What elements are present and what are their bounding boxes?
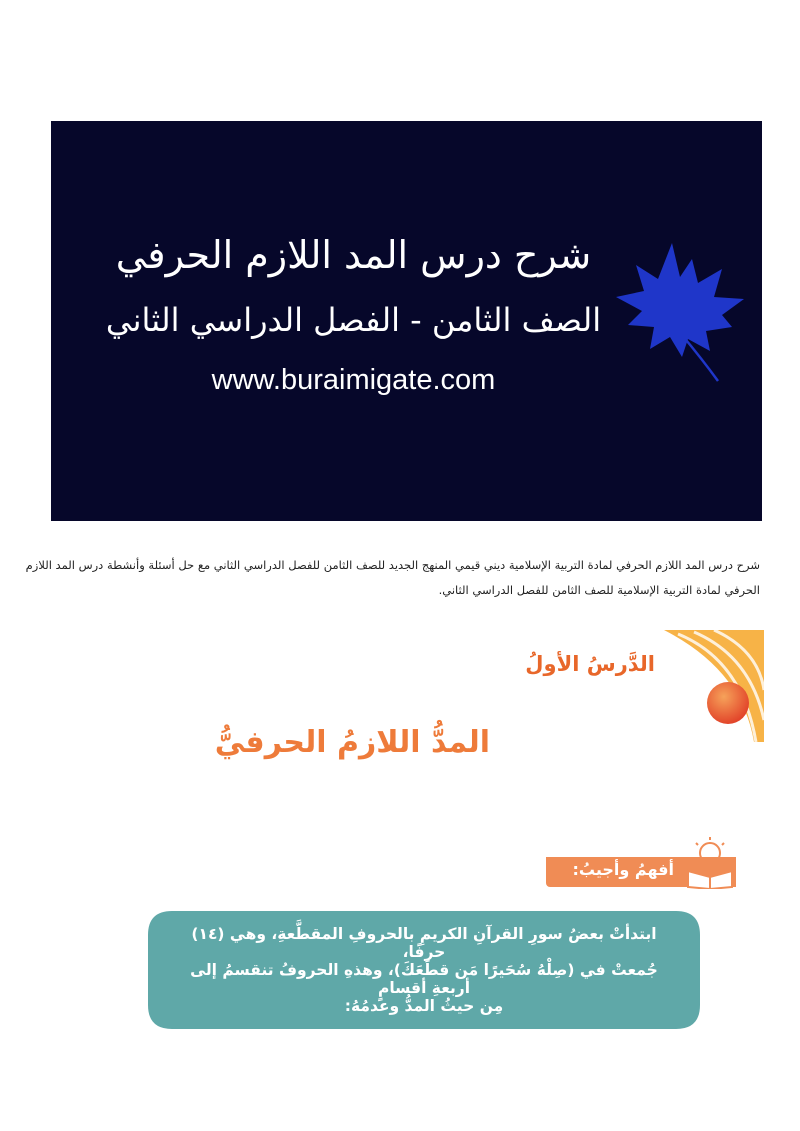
question-line: جُمعتْ في (صِلْهُ سُحَيرًا مَن قطَعَكَ)، وهذهِ الحروفُ تنقسمُ إلى أربعةِ أقسامٍ: [190, 961, 658, 997]
question-line: مِن حيثُ المدُّ وعدمُهُ:: [344, 997, 504, 1015]
question-line: ابتدأتْ بعضُ سورِ القرآنِ الكريمِ بالحروفِ المقطَّعةِ، وهي (١٤) حرفًا،: [191, 925, 657, 961]
activity-label: أفهمُ وأجيبُ:: [572, 860, 674, 879]
maple-leaf-icon: [610, 239, 750, 384]
lesson-title: المدُّ اللازمُ الحرفيُّ: [214, 725, 490, 760]
intro-paragraph: شرح درس المد اللازم الحرفي لمادة التربية الإسلامية ديني قيمي المنهج الجديد للصف الثامن للفصل الدراسي الثاني مع حل أسئلة وأنشطة درس المد اللازم الحرفي لمادة التربية الإسلامية للصف الثامن للفصل الدراسي الثاني.: [25, 558, 760, 597]
lightbulb-book-icon: [684, 835, 736, 889]
banner-url[interactable]: www.buraimigate.com: [211, 364, 496, 396]
orange-corner-decoration: [664, 630, 764, 742]
question-box: [148, 911, 700, 1029]
lesson-number: الدَّرسُ الأولُ: [525, 652, 655, 676]
banner-subtitle: الصف الثامن - الفصل الدراسي الثاني: [105, 301, 602, 339]
cover-banner: [51, 121, 762, 521]
banner-title: شرح درس المد اللازم الحرفي: [115, 233, 592, 277]
